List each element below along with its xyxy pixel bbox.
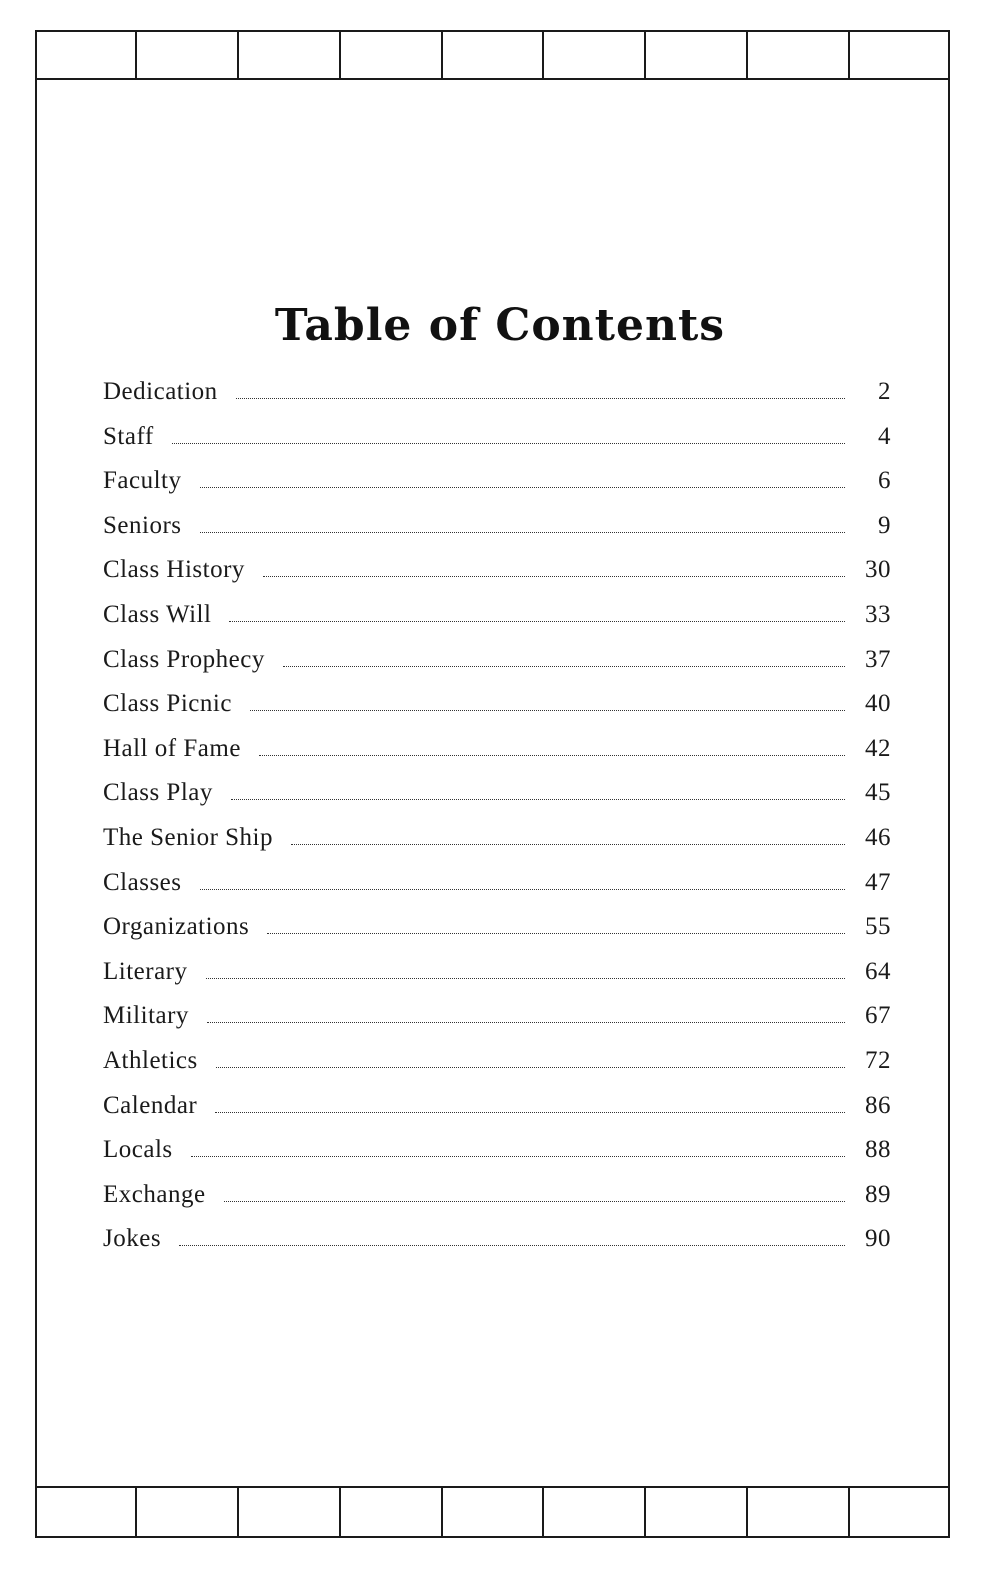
dot-leader [172, 443, 845, 444]
toc-entry-page-number: 37 [865, 645, 891, 673]
border-cell [544, 1488, 646, 1536]
toc-entry-page-number: 88 [865, 1136, 891, 1164]
toc-entry-page-number: 6 [878, 467, 891, 495]
toc-entry [103, 512, 891, 557]
dot-leader [200, 889, 846, 890]
bottom-border-band [35, 1486, 950, 1538]
toc-entry [103, 467, 891, 512]
toc-entry [103, 824, 891, 869]
dot-leader [250, 710, 845, 711]
toc-entry-label: Seniors [103, 511, 182, 539]
toc-entry-label: Exchange [103, 1180, 206, 1208]
toc-entry [103, 556, 891, 601]
dot-leader [267, 933, 845, 934]
dot-leader [191, 1156, 845, 1157]
toc-entry-page-number: 64 [865, 957, 891, 985]
toc-entry-label: Class History [103, 556, 245, 584]
toc-entry-page-number: 89 [865, 1180, 891, 1208]
toc-entry-label: Locals [103, 1136, 173, 1164]
toc-entry [103, 779, 891, 824]
border-cell [341, 32, 443, 78]
toc-entry-label: Athletics [103, 1046, 198, 1074]
toc-entry-label: The Senior Ship [103, 823, 273, 851]
toc-entry-page-number: 86 [865, 1091, 891, 1119]
dot-leader [216, 1067, 845, 1068]
toc-entry-label: Class Prophecy [103, 645, 265, 673]
toc-entry [103, 1136, 891, 1181]
toc-entry [103, 690, 891, 735]
toc-entry-page-number: 47 [865, 868, 891, 896]
dot-leader [263, 576, 845, 577]
toc-entry-page-number: 55 [865, 913, 891, 941]
dot-leader [231, 799, 845, 800]
border-cell [35, 32, 137, 78]
toc-entry-label: Organizations [103, 913, 250, 941]
toc-entry [103, 423, 891, 468]
border-cell [443, 1488, 545, 1536]
toc-entry [103, 1002, 891, 1047]
toc-entry-page-number: 2 [878, 378, 891, 405]
dot-leader [283, 666, 845, 667]
toc-entry-label: Staff [103, 422, 154, 450]
toc-entry-page-number: 45 [865, 779, 891, 807]
border-cell [748, 32, 850, 78]
border-cell [850, 1488, 950, 1536]
border-cell [137, 1488, 239, 1536]
toc-entry [103, 958, 891, 1003]
dot-leader [179, 1245, 845, 1246]
toc-entry-label: Dedication [103, 378, 218, 405]
toc-entry-label: Hall of Fame [103, 734, 241, 762]
border-cell [544, 32, 646, 78]
toc-entry [103, 1047, 891, 1092]
toc-entry-label: Jokes [103, 1225, 162, 1253]
border-cell [239, 32, 341, 78]
toc-entry [103, 378, 891, 423]
toc-entry-page-number: 30 [865, 556, 891, 584]
dot-leader [200, 487, 846, 488]
toc-entry-label: Class Play [103, 779, 213, 807]
dot-leader [200, 532, 846, 533]
dot-leader [224, 1201, 845, 1202]
toc-entry-label: Faculty [103, 467, 182, 495]
toc-entry-label: Literary [103, 957, 188, 985]
dot-leader [206, 978, 845, 979]
border-cell [341, 1488, 443, 1536]
toc-entry-page-number: 67 [865, 1002, 891, 1030]
toc-entry-label: Calendar [103, 1091, 198, 1119]
toc-entry-page-number: 72 [865, 1046, 891, 1074]
toc-entry [103, 601, 891, 646]
dot-leader [259, 755, 845, 756]
toc-entry-page-number: 33 [865, 600, 891, 628]
toc-entry-label: Class Picnic [103, 690, 232, 718]
border-cell [646, 1488, 748, 1536]
border-cell [850, 32, 950, 78]
toc-entry [103, 735, 891, 780]
toc-entry-page-number: 4 [878, 422, 891, 450]
page-title: Table of Contents [274, 300, 726, 351]
dot-leader [207, 1022, 845, 1023]
border-cell [443, 32, 545, 78]
border-cell [239, 1488, 341, 1536]
toc-entry [103, 646, 891, 691]
dot-leader [229, 621, 845, 622]
toc-entry-page-number: 40 [865, 690, 891, 718]
toc-entry-page-number: 90 [865, 1225, 891, 1253]
toc-entry-label: Military [103, 1002, 189, 1030]
toc-entry-page-number: 42 [865, 734, 891, 762]
dot-leader [215, 1112, 845, 1113]
border-cell [137, 32, 239, 78]
border-cell [646, 32, 748, 78]
toc-entry-label: Classes [103, 868, 182, 896]
toc-entry [103, 1092, 891, 1137]
dot-leader [291, 844, 845, 845]
toc-entry [103, 869, 891, 914]
border-cell [35, 1488, 137, 1536]
toc-list [103, 378, 891, 1270]
toc-entry [103, 913, 891, 958]
toc-entry [103, 1225, 891, 1270]
toc-entry-page-number: 46 [865, 823, 891, 851]
dot-leader [236, 398, 845, 399]
top-border-band [35, 30, 950, 80]
toc-entry-label: Class Will [103, 600, 212, 628]
toc-entry-page-number: 9 [878, 511, 891, 539]
toc-entry [103, 1181, 891, 1226]
border-cell [748, 1488, 850, 1536]
